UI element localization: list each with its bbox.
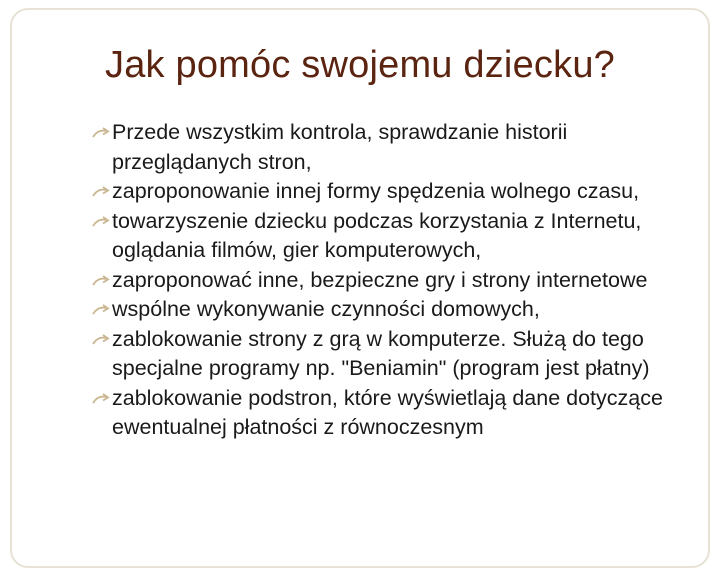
curved-arrow-bullet-icon — [92, 186, 110, 198]
curved-arrow-bullet-icon — [92, 304, 110, 316]
curved-arrow-bullet-icon — [92, 275, 110, 287]
list-item — [92, 384, 704, 443]
bullet-text: towarzyszenie dziecku podczas korzystania z Internetu, oglądania filmów, gier komputerowych, — [112, 208, 642, 262]
bullet-text: zablokowanie strony z grą w komputerze. Służą do tego specjalne programy np. "Beniamin" (program jest płatny) — [112, 326, 650, 380]
bullet-text: zaproponowanie innej formy spędzenia wolnego czasu, — [112, 179, 640, 203]
bullet-text: zablokowanie podstron, które wyświetlają dane dotyczące ewentualnej płatności z równoczesnym — [112, 385, 663, 439]
list-item — [92, 266, 704, 296]
bullet-text: zaproponować inne, bezpieczne gry i strony internetowe — [112, 267, 648, 292]
list-item — [92, 118, 704, 177]
list-item — [92, 325, 704, 384]
list-item — [92, 177, 704, 207]
bullet-text: wspólne wykonywanie czynności domowych, — [112, 297, 540, 321]
curved-arrow-bullet-icon — [92, 216, 110, 228]
list-item — [92, 207, 704, 266]
bullet-list — [92, 118, 704, 443]
curved-arrow-bullet-icon — [92, 127, 110, 139]
slide-title: Jak pomóc swojemu dziecku? — [105, 44, 615, 86]
list-item — [92, 295, 704, 325]
bullet-text: Przede wszystkim kontrola, sprawdzanie historii przeglądanych stron, — [112, 120, 568, 174]
curved-arrow-bullet-icon — [92, 393, 110, 405]
curved-arrow-bullet-icon — [92, 334, 110, 346]
